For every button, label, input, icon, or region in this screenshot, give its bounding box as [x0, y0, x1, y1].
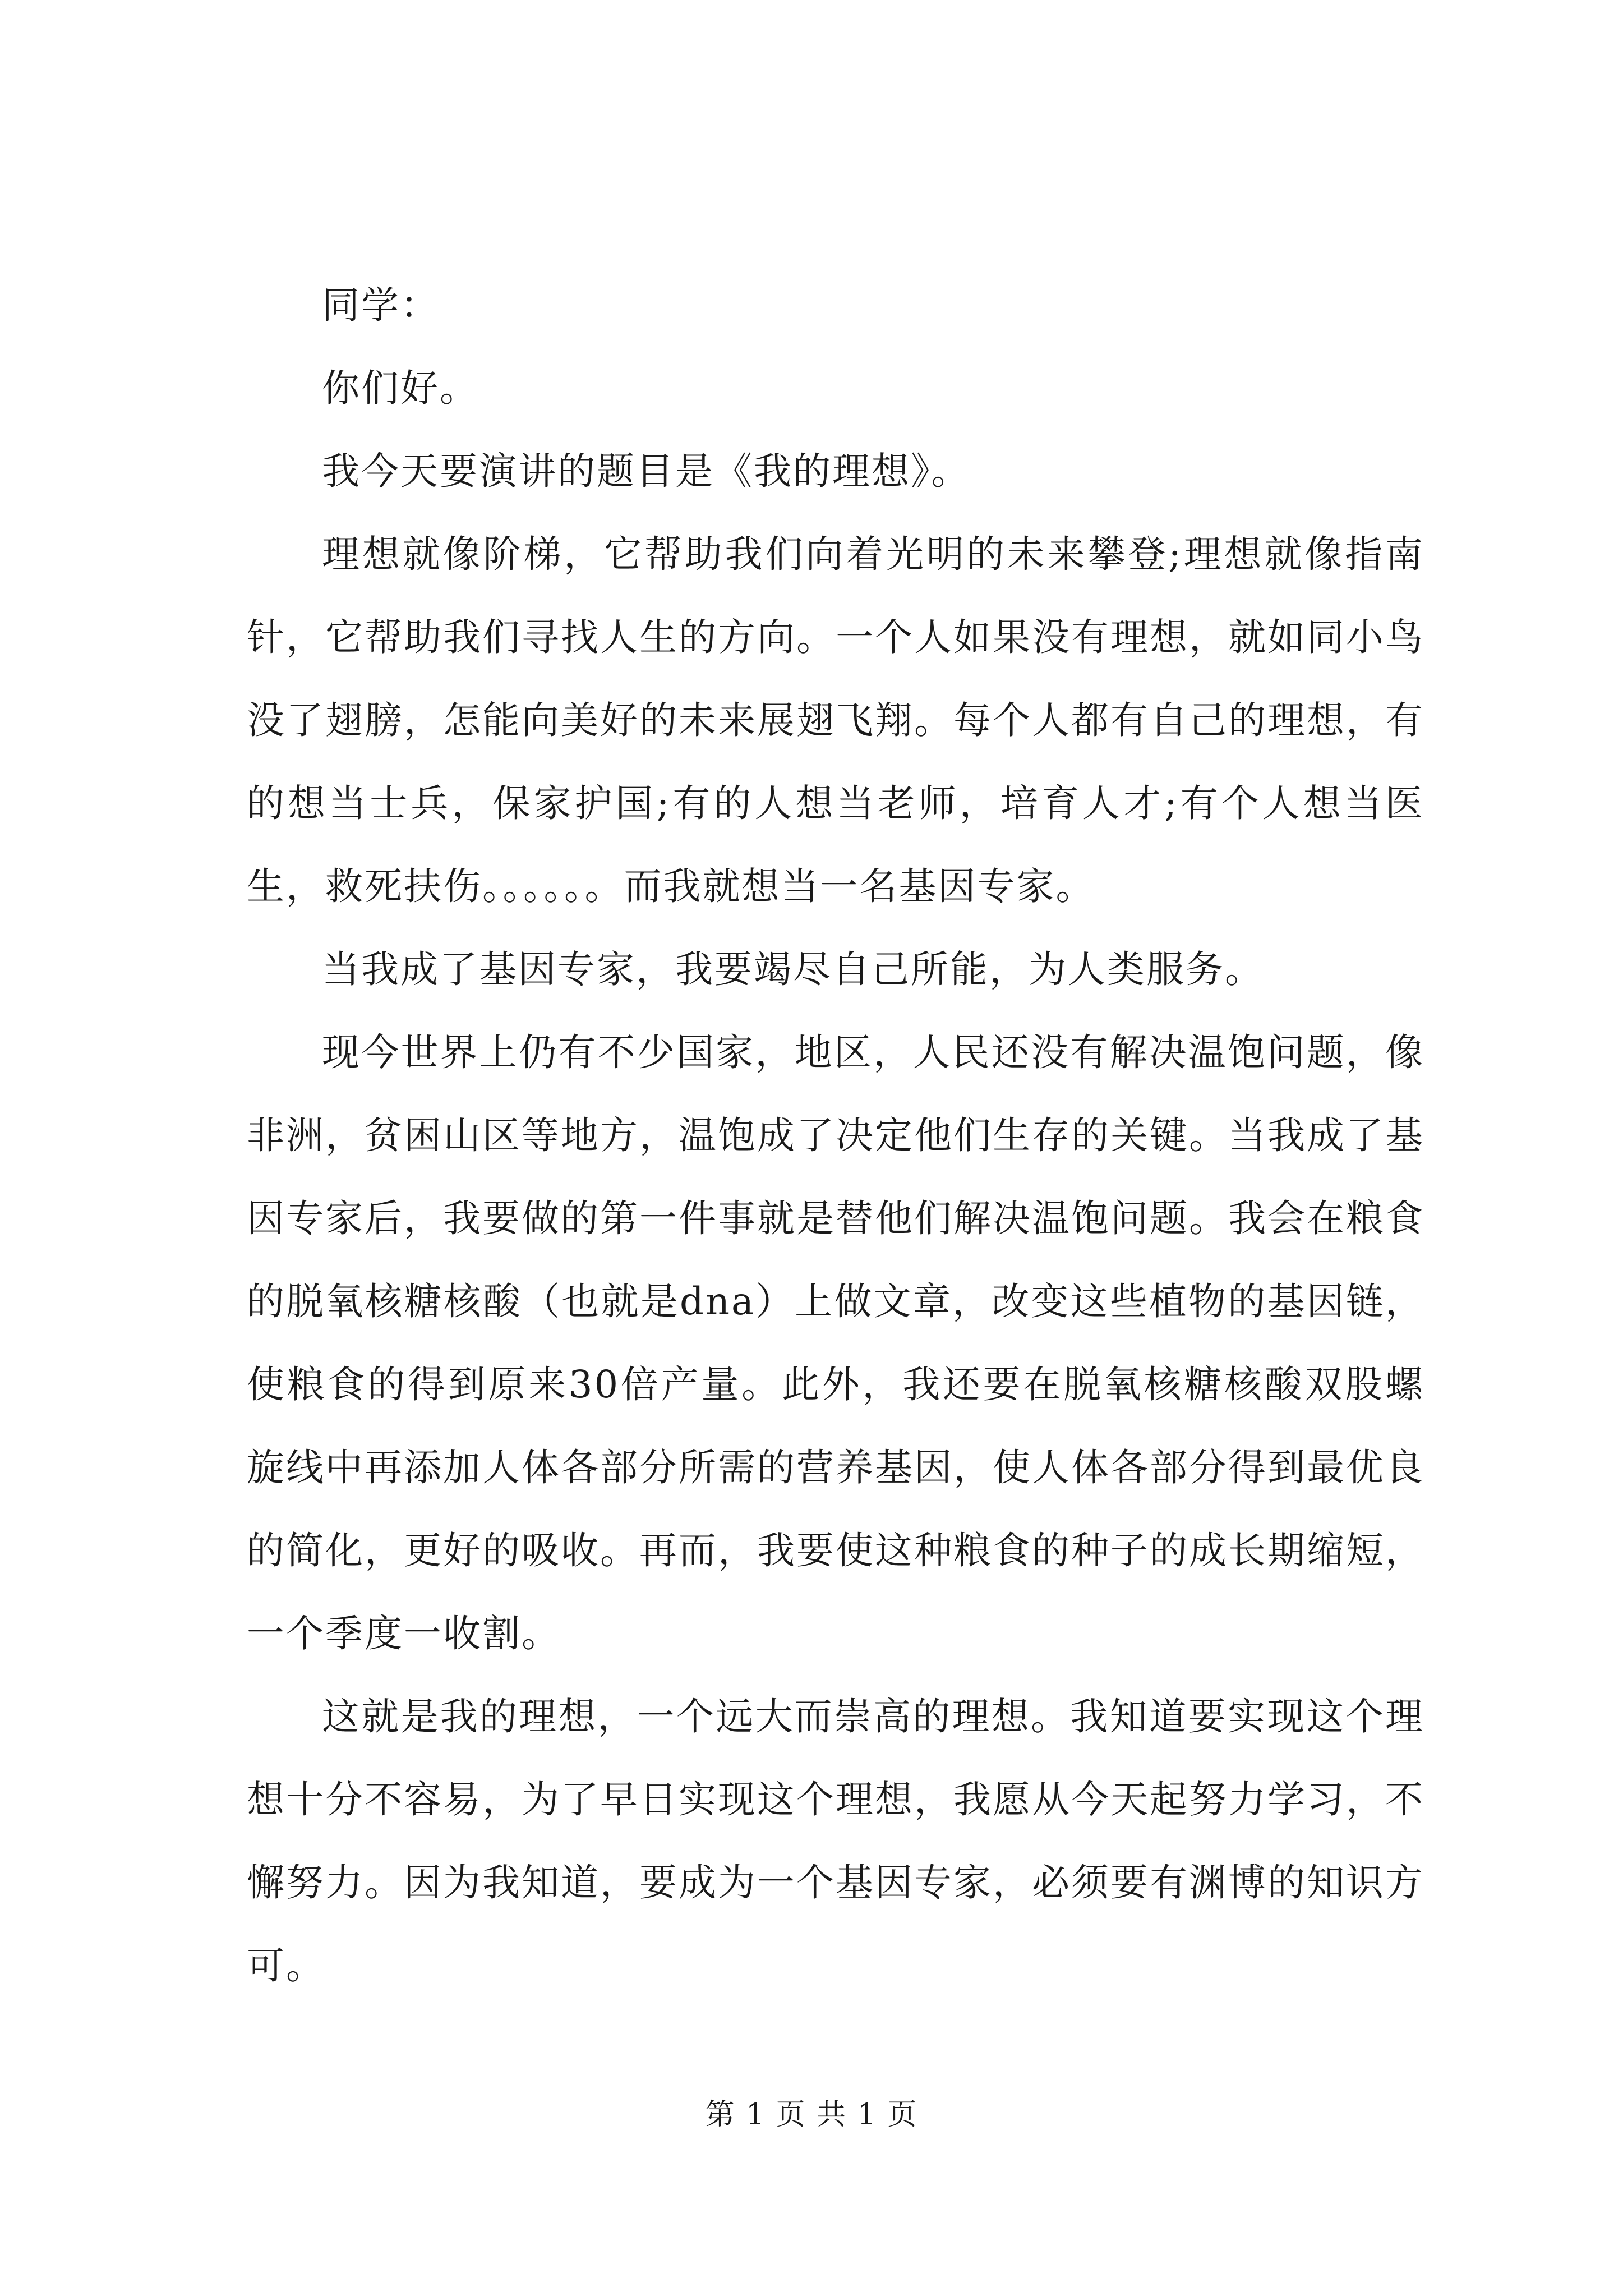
paragraph-serve-humanity: 当我成了基因专家，我要竭尽自己所能，为人类服务。 [322, 947, 1264, 991]
paragraph-ideals: 理想就像阶梯，它帮助我们向着光明的未来攀登;理想就像指南针，它帮助我们寻找人生的方向。一个人如果没有理想，就如同小鸟没了翅膀，怎能向美好的未来展翅飞翔。每个人都有自己的理想，有的想当士兵，保家护国;有的人想当老师，培育人才;有个人想当医生，救死扶伤。。。。。。而我就想当一名基因专家。 [247, 532, 1424, 908]
paragraph-food-problem: 现今世界上仍有不少国家，地区，人民还没有解决温饱问题，像非洲，贫困山区等地方，温饱成了决定他们生存的关键。当我成了基因专家后，我要做的第一件事就是替他们解决温饱问题。我会在粮食的脱氧核糖核酸（也就是dna）上做文章，改变这些植物的基因链，使粮食的得到原来30倍产量。此外，我还要在脱氧核糖核酸双股螺旋线中再添加人体各部分所需的营养基因，使人体各部分得到最优良的简化，更好的吸收。再而，我要使这种粮食的种子的成长期缩短，一个季度一收割。 [247, 1030, 1424, 1655]
salutation: 同学： [322, 283, 440, 327]
paragraph-conclusion: 这就是我的理想，一个远大而崇高的理想。我知道要实现这个理想十分不容易，为了早日实现这个理想，我愿从今天起努力学习，不懈努力。因为我知道，要成为一个基因专家，必须要有渊博的知识方可。 [247, 1695, 1424, 1987]
greeting: 你们好。 [322, 366, 479, 410]
speech-topic: 我今天要演讲的题目是《我的理想》。 [322, 449, 971, 493]
page-number-footer: 第 1 页 共 1 页 [705, 2098, 918, 2132]
document-body [247, 264, 1424, 2007]
